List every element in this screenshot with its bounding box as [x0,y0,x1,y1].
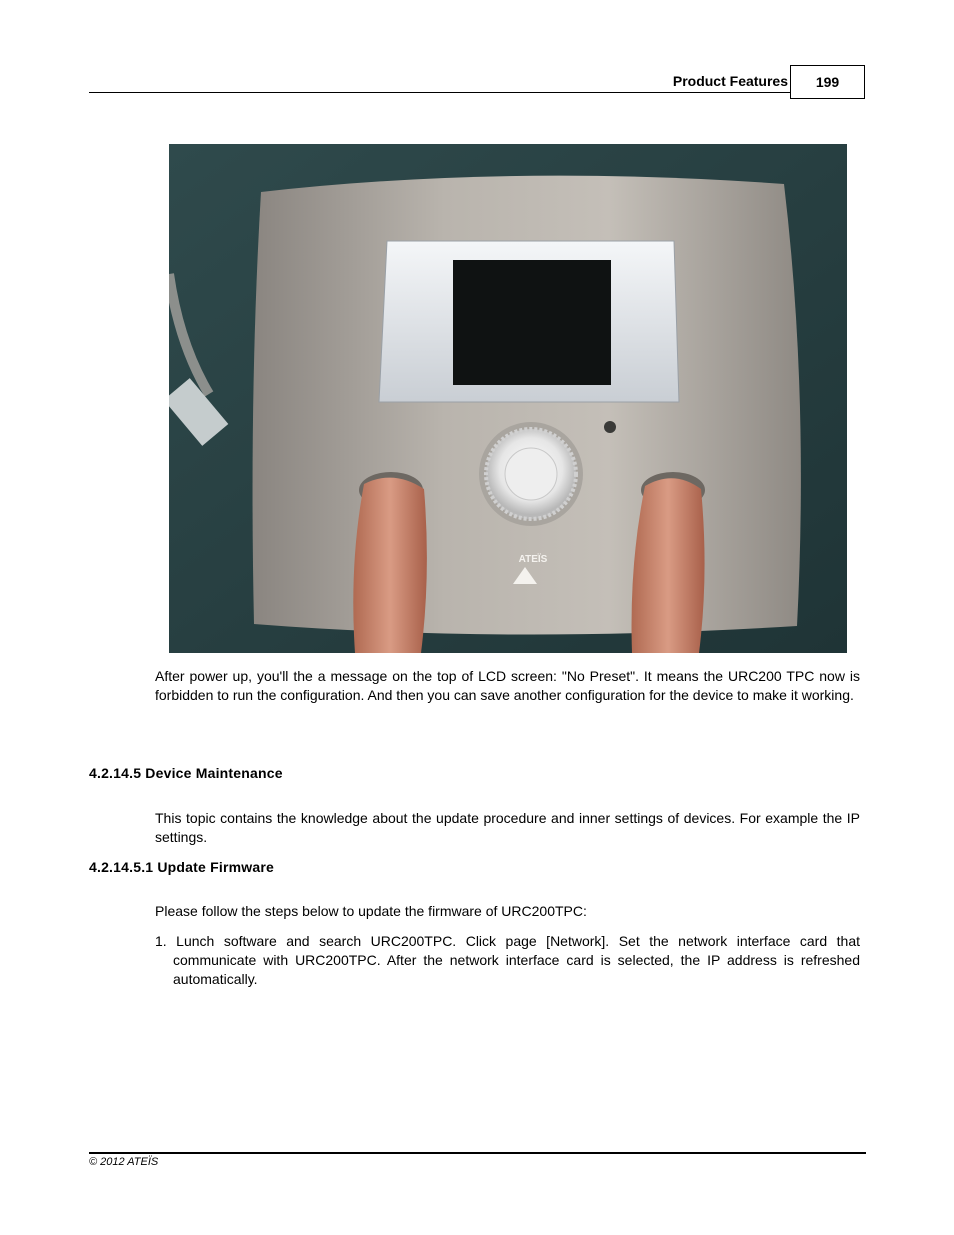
page-number-box: 199 [790,65,865,99]
after-power-up-paragraph: After power up, you'll the a message on the top of LCD screen: "No Preset". It means the URC200 TPC now is forbidden to run the configuration. And then you can save another configuration for the device to make it working. [155,668,860,703]
heading-update-firmware: 4.2.14.5.1 Update Firmware [89,859,274,875]
list-item-step-1: 1. Lunch software and search URC200TPC. Click page [Network]. Set the network interface card that communicate with URC200TPC. After the network interface card is selected, the IP address is refreshed automatically. [155,933,860,987]
ateis-logo: ATEÏS [518,554,548,565]
steps-intro-paragraph: Please follow the steps below to update the firmware of URC200TPC: [155,903,587,919]
heading-device-maintenance: 4.2.14.5 Device Maintenance [89,765,283,781]
device-photo [169,144,847,653]
footer-copyright: © 2012 ATEÏS [89,1156,159,1168]
header-section-title: Product Features [672,73,788,89]
footer-rule [89,1152,866,1154]
header-rule [89,92,790,93]
topic-intro-paragraph: This topic contains the knowledge about the update procedure and inner settings of devices. For example the IP settings. [155,810,860,845]
